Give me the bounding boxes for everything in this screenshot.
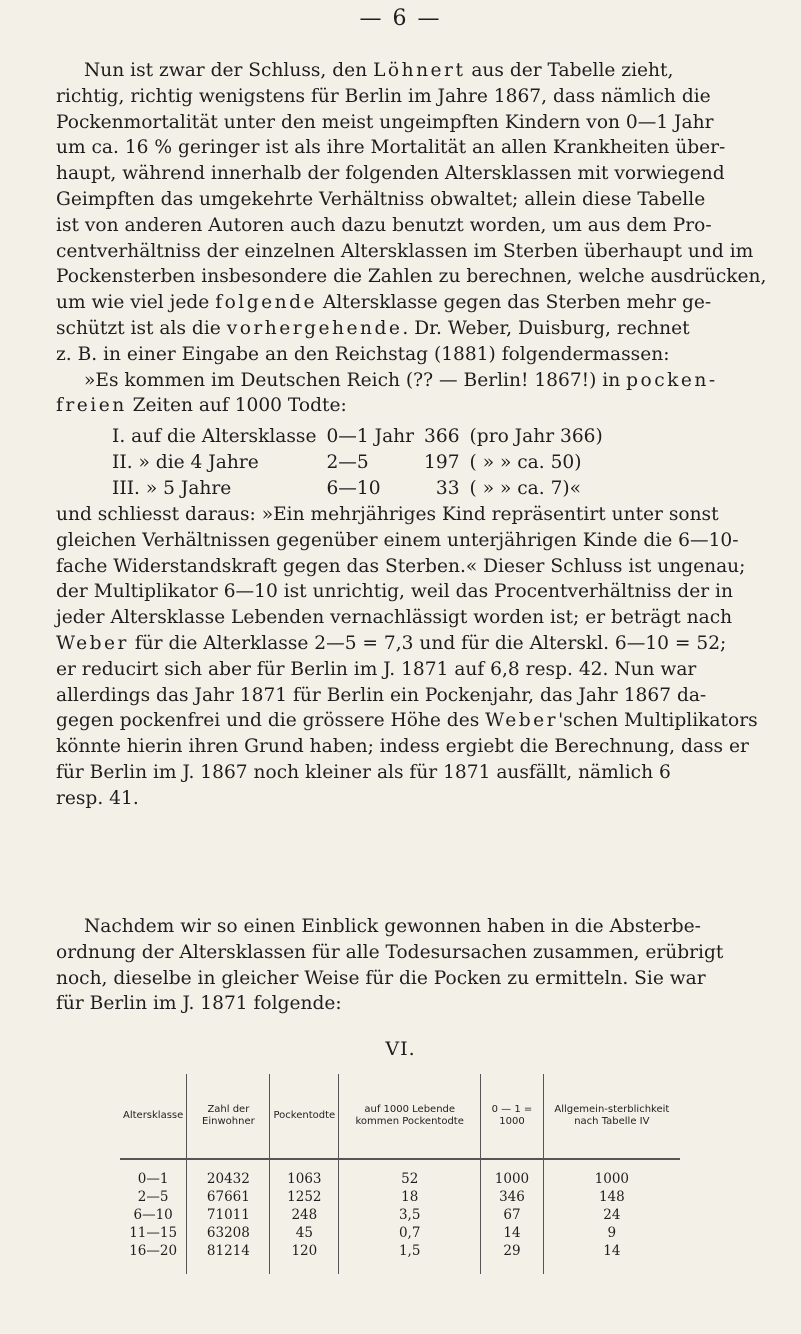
table-cell: 1,5 [339, 1242, 481, 1274]
text-line [56, 393, 764, 419]
text-run: »Es kommen im Deutschen Reich (?? — Berlin! 1867!) in [84, 369, 627, 391]
text-line: ordnung der Altersklassen für alle Todesursachen zusammen, erübrigt [56, 941, 724, 963]
per-year-note: ( » » ca. 50) [469, 451, 582, 473]
column-header: Allgemein-sterblichkeit nach Tabelle IV [543, 1074, 680, 1159]
text-run: 'schen Multiplikators [558, 710, 758, 732]
text-line: der Multiplikator 6—10 ist unrichtig, weil das Procentverhältniss der in [56, 581, 733, 603]
table-row [120, 1242, 680, 1274]
text-line: noch, dieselbe in gleicher Weise für die Pocken zu ermitteln. Sie war [56, 967, 706, 989]
text-line: er reducirt sich aber für Berlin im J. 1871 auf 6,8 resp. 42. Nun war [56, 658, 697, 680]
table-row [120, 1159, 680, 1188]
table-cell: 1000 [481, 1159, 543, 1188]
age-range: 6—10 [326, 477, 381, 499]
text-line: centverhältniss der einzelnen Altersklassen im Sterben überhaupt und im [56, 240, 754, 262]
age-range: 0—1 Jahr [326, 426, 415, 447]
text-line [56, 290, 764, 316]
column-header: 0 — 1 = 1000 [481, 1074, 543, 1159]
emphasis-freien: freien [56, 395, 127, 417]
text-line: fache Widerstandskraft gegen das Sterben.« Dieser Schluss ist ungenau; [56, 555, 746, 577]
table-cell: 346 [481, 1188, 543, 1206]
text-line: haupt, während innerhalb der folgenden Altersklassen mit vorwiegend [56, 163, 725, 185]
text-line: Nachdem wir so einen Einblick gewonnen haben in die Absterbe- [84, 916, 701, 937]
table-cell: 24 [543, 1206, 680, 1224]
text-line: um ca. 16 % geringer ist als ihre Mortalität an allen Krankheiten über- [56, 137, 726, 159]
text-line: resp. 41. [56, 787, 139, 809]
page-number: — 6 — [359, 6, 442, 31]
table-row [120, 1206, 680, 1224]
table-heading: VI. [385, 1038, 416, 1060]
text-run: schützt ist als die [56, 317, 227, 339]
text-line [56, 316, 764, 342]
text-run: um wie viel jede [56, 292, 216, 314]
column-header: Altersklasse [120, 1074, 187, 1159]
text-line: gleichen Verhältnissen gegenüber einem unterjährigen Kinde die 6—10- [56, 529, 739, 551]
paragraph-1 [56, 58, 767, 419]
table-cell: 1000 [543, 1159, 680, 1188]
age-class-label: III. » 5 Jahre [112, 477, 232, 499]
age-class-label: II. » die 4 Jahre [112, 451, 259, 473]
text-line: ist von anderen Autoren auch dazu benutzt worden, um aus dem Pro- [56, 214, 712, 236]
table-cell: 81214 [187, 1242, 270, 1274]
text-line: Geimpften das umgekehrte Verhältniss obwaltet; allein diese Tabelle [56, 188, 706, 210]
age-class-row [112, 450, 613, 476]
per-year-note: ( » » ca. 7)« [469, 477, 582, 499]
column-header: Zahl der Einwohner [187, 1074, 270, 1159]
table-cell: 45 [270, 1224, 339, 1242]
mortality-table [120, 1074, 680, 1274]
table-cell: 248 [270, 1206, 339, 1224]
age-class-label: I. auf die Altersklasse [112, 426, 317, 447]
death-count: 197 [424, 451, 460, 473]
table-cell: 3,5 [339, 1206, 481, 1224]
text-run: gegen pockenfrei und die grössere Höhe des [56, 710, 486, 732]
table-cell: 0,7 [339, 1224, 481, 1242]
text-line: für Berlin im J. 1867 noch kleiner als für 1871 ausfällt, nämlich 6 [56, 761, 671, 783]
table-cell: 67 [481, 1206, 543, 1224]
death-count: 33 [435, 477, 460, 499]
text-line [56, 708, 764, 734]
table-cell: 63208 [187, 1224, 270, 1242]
text-run: . Dr. Weber, Duisburg, rechnet [402, 317, 690, 339]
text-line: Pockenmortalität unter den meist ungeimpften Kindern von 0—1 Jahr [56, 111, 714, 133]
text-line [56, 631, 764, 657]
column-header: auf 1000 Lebende kommen Pockentodte [339, 1074, 481, 1159]
text-line: richtig, richtig wenigstens für Berlin im Jahre 1867, dass nämlich die [56, 85, 711, 107]
table-header-row [120, 1074, 680, 1159]
age-range: 2—5 [326, 451, 369, 473]
text-line [56, 368, 764, 394]
age-class-list [112, 424, 752, 501]
table-cell: 9 [543, 1224, 680, 1242]
table-cell: 148 [543, 1188, 680, 1206]
death-count: 366 [424, 426, 460, 447]
table-cell: 1063 [270, 1159, 339, 1188]
emphasis-vorhergehende: vorhergehende [226, 317, 403, 339]
table-cell: 2—5 [137, 1189, 169, 1205]
table-cell: 14 [481, 1224, 543, 1242]
text-line: und schliesst daraus: »Ein mehrjähriges Kind repräsentirt unter sonst [56, 504, 719, 525]
author-name-loehnert: Löhnert [373, 60, 466, 81]
text-line: Pockensterben insbesondere die Zahlen zu berechnen, welche ausdrücken, [56, 266, 767, 288]
author-name-weber: Weber [485, 710, 559, 732]
column-header: Pockentodte [270, 1074, 339, 1159]
table-cell: 14 [543, 1242, 680, 1274]
age-class-row [112, 476, 613, 502]
text-line [56, 58, 764, 84]
text-run: für die Alterklasse 2—5 = 7,3 und für die Alterskl. 6—10 = 52; [128, 632, 727, 654]
table-cell: 18 [339, 1188, 481, 1206]
table-cell: 67661 [187, 1188, 270, 1206]
text-line: allerdings das Jahr 1871 für Berlin ein Pockenjahr, das Jahr 1867 da- [56, 684, 707, 706]
table-cell: 20432 [187, 1159, 270, 1188]
text-line: z. B. in einer Eingabe an den Reichstag (1881) folgendermassen: [56, 343, 670, 365]
table-cell: 16—20 [129, 1243, 178, 1259]
table-row [120, 1188, 680, 1206]
paragraph-3 [56, 914, 764, 1017]
table-cell: 29 [481, 1242, 543, 1274]
table-cell: 52 [339, 1159, 481, 1188]
text-line: jeder Altersklasse Lebenden vernachlässigt worden ist; er beträgt nach [56, 607, 733, 629]
text-run: Nun ist zwar der Schluss, den [84, 60, 374, 81]
per-year-note: (pro Jahr 366) [469, 426, 603, 447]
text-run: Altersklasse gegen das Sterben mehr ge- [317, 292, 712, 314]
text-line: für Berlin im J. 1871 folgende: [56, 993, 342, 1015]
table-cell: 11—15 [129, 1225, 178, 1241]
table-cell: 1252 [270, 1188, 339, 1206]
table-cell: 6—10 [133, 1207, 173, 1223]
text-run: aus der Tabelle zieht, [465, 60, 674, 81]
text-line: könnte hierin ihren Grund haben; indess ergiebt die Berechnung, dass er [56, 736, 749, 758]
table-cell: 120 [270, 1242, 339, 1274]
emphasis-pocken: pocken- [626, 369, 718, 391]
paragraph-2 [56, 502, 764, 812]
table-cell: 71011 [187, 1206, 270, 1224]
author-name-weber: Weber [56, 632, 129, 654]
emphasis-folgende: folgende [215, 292, 318, 314]
text-run: Zeiten auf 1000 Todte: [126, 395, 347, 417]
table-row [120, 1224, 680, 1242]
age-class-row [112, 424, 613, 450]
table-cell: 0—1 [137, 1171, 169, 1187]
